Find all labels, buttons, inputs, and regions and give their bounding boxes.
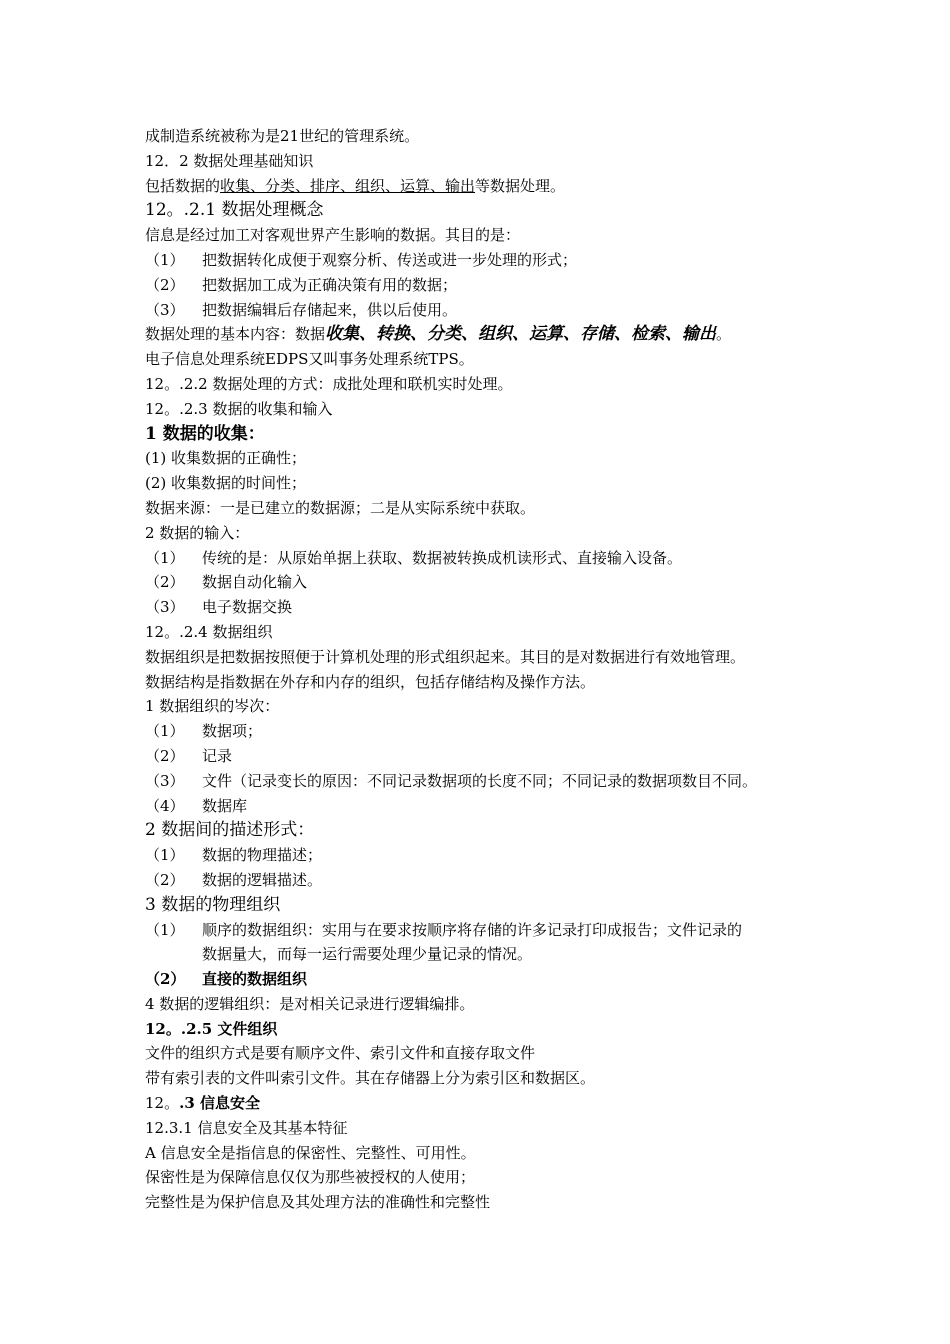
- list-text: 把数据转化成便于观察分析、传送或进一步处理的形式；: [202, 250, 578, 269]
- heading: 2 数据间的描述形式：: [145, 820, 315, 841]
- list-number: （2）: [145, 573, 185, 592]
- paragraph: 数据来源：一是已建立的数据源；二是从实际系统中获取。: [145, 498, 536, 517]
- list-item: [145, 595, 935, 620]
- paragraph: 数据结构是指数据在外存和内存的组织，包括存储结构及操作方法。: [145, 672, 596, 691]
- list-text: 电子数据交换: [202, 598, 293, 617]
- list-text: 把数据加工成为正确决策有用的数据；: [202, 275, 458, 294]
- list-text: 直接的数据组织: [202, 970, 308, 989]
- list-number: （3）: [145, 598, 185, 617]
- list-number: （1）: [145, 722, 185, 741]
- list-number: （3）: [145, 300, 185, 319]
- list-text: 把数据编辑后存储起来，供以后使用。: [202, 300, 458, 319]
- text: 。: [716, 325, 732, 344]
- list-text: 数据库: [202, 796, 248, 815]
- heading: 1 数据组织的岑次：: [145, 697, 280, 716]
- text: 包括数据的: [145, 176, 221, 195]
- bold-italic-text: 收集、转换、分类、组织、运算、存储、检索、输出: [325, 324, 717, 345]
- list-item: [145, 248, 935, 273]
- heading: 1 数据的收集：: [145, 423, 265, 444]
- underlined-text: 收集、分类、排序、组织、运算、输出: [220, 176, 476, 195]
- list-number: （3）: [145, 771, 185, 790]
- list-item: [145, 868, 935, 893]
- subsection-heading: 12。.2.4 数据组织: [145, 622, 273, 641]
- list-text: 数据的物理描述；: [202, 846, 323, 865]
- paragraph: A 信息安全是指信息的保密性、完整性、可用性。: [145, 1143, 476, 1162]
- subsection-heading: 12。.2.1 数据处理概念: [145, 200, 324, 221]
- list-item: (1) 收集数据的正确性；: [145, 449, 307, 468]
- paragraph: [145, 174, 935, 199]
- list-item: [145, 546, 935, 571]
- bold-text: .3 信息安全: [179, 1094, 260, 1113]
- list-item: [145, 570, 935, 595]
- list-number: （2）: [145, 870, 185, 889]
- list-text: 顺序的数据组织：实用与在要求按顺序将存储的许多记录打印成报告；文件记录的: [202, 920, 743, 939]
- subsection-heading: 12。.2.5 文件组织: [145, 1019, 278, 1038]
- list-item-continuation: 数据量大，而每一运行需要处理少量记录的情况。: [202, 945, 533, 964]
- list-number: （1）: [145, 920, 185, 939]
- list-number: （2）: [145, 275, 185, 294]
- list-text: 数据自动化输入: [202, 573, 308, 592]
- paragraph: [145, 322, 935, 347]
- paragraph: 信息是经过加工对客观世界产生影响的数据。其目的是：: [145, 226, 521, 245]
- paragraph: 完整性是为保护信息及其处理方法的准确性和完整性: [145, 1193, 491, 1212]
- list-number: （2）: [145, 746, 185, 765]
- text: 12。: [145, 1094, 180, 1113]
- heading: 2 数据的输入：: [145, 523, 250, 542]
- list-item: [145, 843, 935, 868]
- paragraph: 文件的组织方式是要有顺序文件、索引文件和直接存取文件: [145, 1044, 536, 1063]
- list-item: [145, 794, 935, 819]
- list-item: [145, 967, 935, 992]
- list-number: （4）: [145, 796, 185, 815]
- list-text: 记录: [202, 746, 233, 765]
- heading: 3 数据的物理组织: [145, 894, 281, 915]
- list-number: （1）: [145, 846, 185, 865]
- text: 数据处理的基本内容：数据: [145, 325, 326, 344]
- list-text: 数据的逻辑描述。: [202, 870, 323, 889]
- section-heading: [145, 1091, 935, 1116]
- paragraph: 成制造系统被称为是21世纪的管理系统。: [145, 127, 420, 145]
- list-item: (2) 收集数据的时间性；: [145, 474, 307, 493]
- text: 等数据处理。: [475, 176, 566, 195]
- section-heading: 12．2 数据处理基础知识: [145, 151, 314, 170]
- list-item: [145, 918, 935, 943]
- list-text: 数据项；: [202, 722, 263, 741]
- paragraph: 保密性是为保障信息仅仅为那些被授权的人使用；: [145, 1168, 476, 1187]
- list-item: [145, 273, 935, 298]
- subsection-heading: 12.3.1 信息安全及其基本特征: [145, 1118, 348, 1137]
- subsection-heading: 12。.2.2 数据处理的方式：成批处理和联机实时处理。: [145, 374, 513, 393]
- paragraph: 带有索引表的文件叫索引文件。其在存储器上分为索引区和数据区。: [145, 1069, 596, 1088]
- list-item: [145, 769, 935, 794]
- document-body: [145, 124, 935, 1215]
- list-number: （2）: [145, 970, 186, 989]
- list-item: [145, 298, 935, 323]
- paragraph: 4 数据的逻辑组织：是对相关记录进行逻辑编排。: [145, 994, 475, 1013]
- list-text: 传统的是：从原始单据上获取、数据被转换成机读形式、直接输入设备。: [202, 548, 683, 567]
- paragraph: 电子信息处理系统EDPS又叫事务处理系统TPS。: [145, 350, 474, 369]
- subsection-heading: 12。.2.3 数据的收集和输入: [145, 399, 333, 418]
- list-item: [145, 744, 935, 769]
- list-number: （1）: [145, 548, 185, 567]
- list-number: （1）: [145, 250, 185, 269]
- paragraph: 数据组织是把数据按照便于计算机处理的形式组织起来。其目的是对数据进行有效地管理。: [145, 647, 746, 666]
- list-item: [145, 719, 935, 744]
- list-text: 文件（记录变长的原因：不同记录数据项的长度不同；不同记录的数据项数目不同。: [202, 771, 758, 790]
